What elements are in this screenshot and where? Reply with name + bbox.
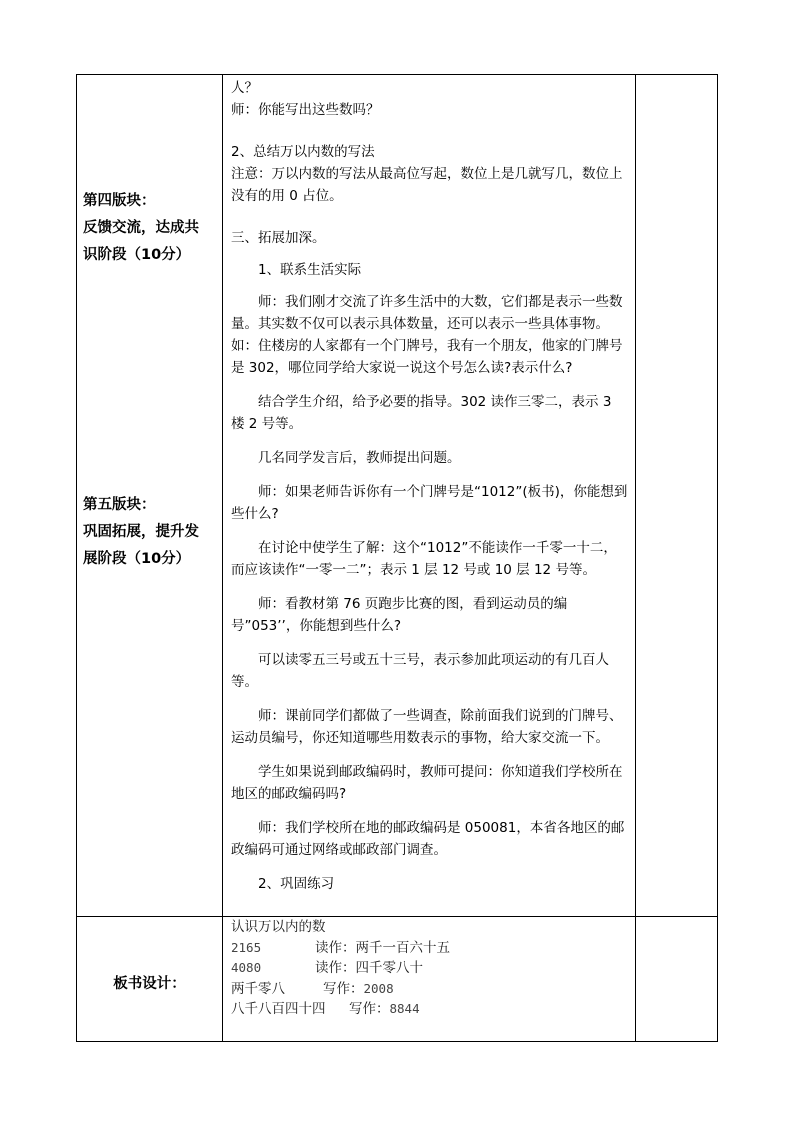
board-row (231, 979, 629, 1000)
board-number: 2008 (363, 980, 394, 996)
notes-cell (636, 75, 718, 917)
board-number: 8844 (389, 1001, 420, 1016)
board-row (231, 999, 629, 1020)
content-paragraph: 师：课前同学们都做了一些调查，除前面我们说到的门牌号、运动员编号，你还知道哪些用数表示的事物，给大家交流一下。 (231, 708, 623, 746)
board-write-label: 写作： (349, 1001, 390, 1017)
content-paragraph: 师：如果老师告诉你有一个门牌号是“1012”(板书)，你能想到些什么? (231, 484, 628, 522)
teaching-content-cell (223, 75, 636, 917)
content-paragraph: 师：我们刚才交流了许多生活中的大数，它们都是表示一些数量。其实数不仅可以表示具体数量，还可以表示一些具体事物。如：住楼房的人家都有一个门牌号，我有一个朋友，他家的门牌号是 302，哪位同学给大家说一说这个号怎么读?表示什么? (231, 294, 623, 376)
content-paragraph: 几名同学发言后，教师提出问题。 (258, 450, 461, 466)
content-heading: 三、拓展加深。 (231, 230, 326, 246)
board-reading: 读作：四千零八十 (315, 960, 423, 976)
board-notes-cell (636, 917, 718, 1042)
content-subheading: 1、联系生活实际 (258, 262, 362, 278)
section4-title: 第四版块： (83, 193, 156, 209)
board-design-row (77, 917, 718, 1042)
section4-desc-1: 反馈交流，达成共 (83, 220, 199, 236)
section4-label (83, 188, 217, 269)
board-word: 两千零八 (231, 980, 285, 997)
stage-label-cell (77, 75, 223, 917)
board-design-content (223, 917, 636, 1042)
content-paragraph: 学生如果说到邮政编码时，教师可提问：你知道我们学校所在地区的邮政编码吗? (231, 764, 623, 802)
section5-title: 第五版块： (83, 497, 156, 513)
board-number: 2165 (231, 939, 262, 955)
section5-label (83, 492, 217, 573)
board-write-label: 写作： (323, 980, 364, 997)
board-title: 认识万以内的数 (231, 919, 326, 935)
lesson-plan-table (76, 74, 718, 1042)
content-paragraph: 师：你能写出这些数吗？ (231, 102, 380, 118)
board-row (231, 938, 629, 959)
board-design-label: 板书设计： (77, 917, 223, 1042)
section5-desc-2: 展阶段（10分） (83, 551, 191, 567)
content-paragraph: 2、总结万以内数的写法 (231, 144, 375, 160)
board-number: 4080 (231, 960, 262, 975)
board-word: 八千八百四十四 (231, 1001, 326, 1017)
content-paragraph: 师：看教材第 76 页跑步比赛的图，看到运动员的编号”053’’，你能想到些什么? (231, 596, 568, 634)
section5-desc-1: 巩固拓展，提升发 (83, 524, 199, 540)
content-paragraph: 注意：万以内数的写法从最高位写起，数位上是几就写几，数位上没有的用 0 占位。 (231, 166, 623, 204)
section4-desc-2: 识阶段（10分） (83, 247, 191, 263)
teaching-content (223, 75, 635, 895)
board-reading: 读作：两千一百六十五 (315, 939, 450, 956)
content-paragraph: 人？ (231, 80, 258, 96)
content-paragraph: 可以读零五三号或五十三号，表示参加此项运动的有几百人等。 (231, 652, 609, 690)
content-paragraph: 结合学生介绍，给予必要的指导。302 读作三零二，表示 3 楼 2 号等。 (231, 394, 612, 432)
board-row (231, 958, 629, 979)
content-paragraph: 在讨论中使学生了解：这个“1012”不能读作一千零一十二，而应该读作“一零一二”；表示 1 层 12 号或 10 层 12 号等。 (231, 540, 617, 578)
content-paragraph: 师：我们学校所在地的邮政编码是 050081，本省各地区的邮政编码可通过网络或邮政部门调查。 (231, 820, 625, 858)
content-subheading: 2、巩固练习 (258, 876, 335, 892)
lesson-row-main (77, 75, 718, 917)
